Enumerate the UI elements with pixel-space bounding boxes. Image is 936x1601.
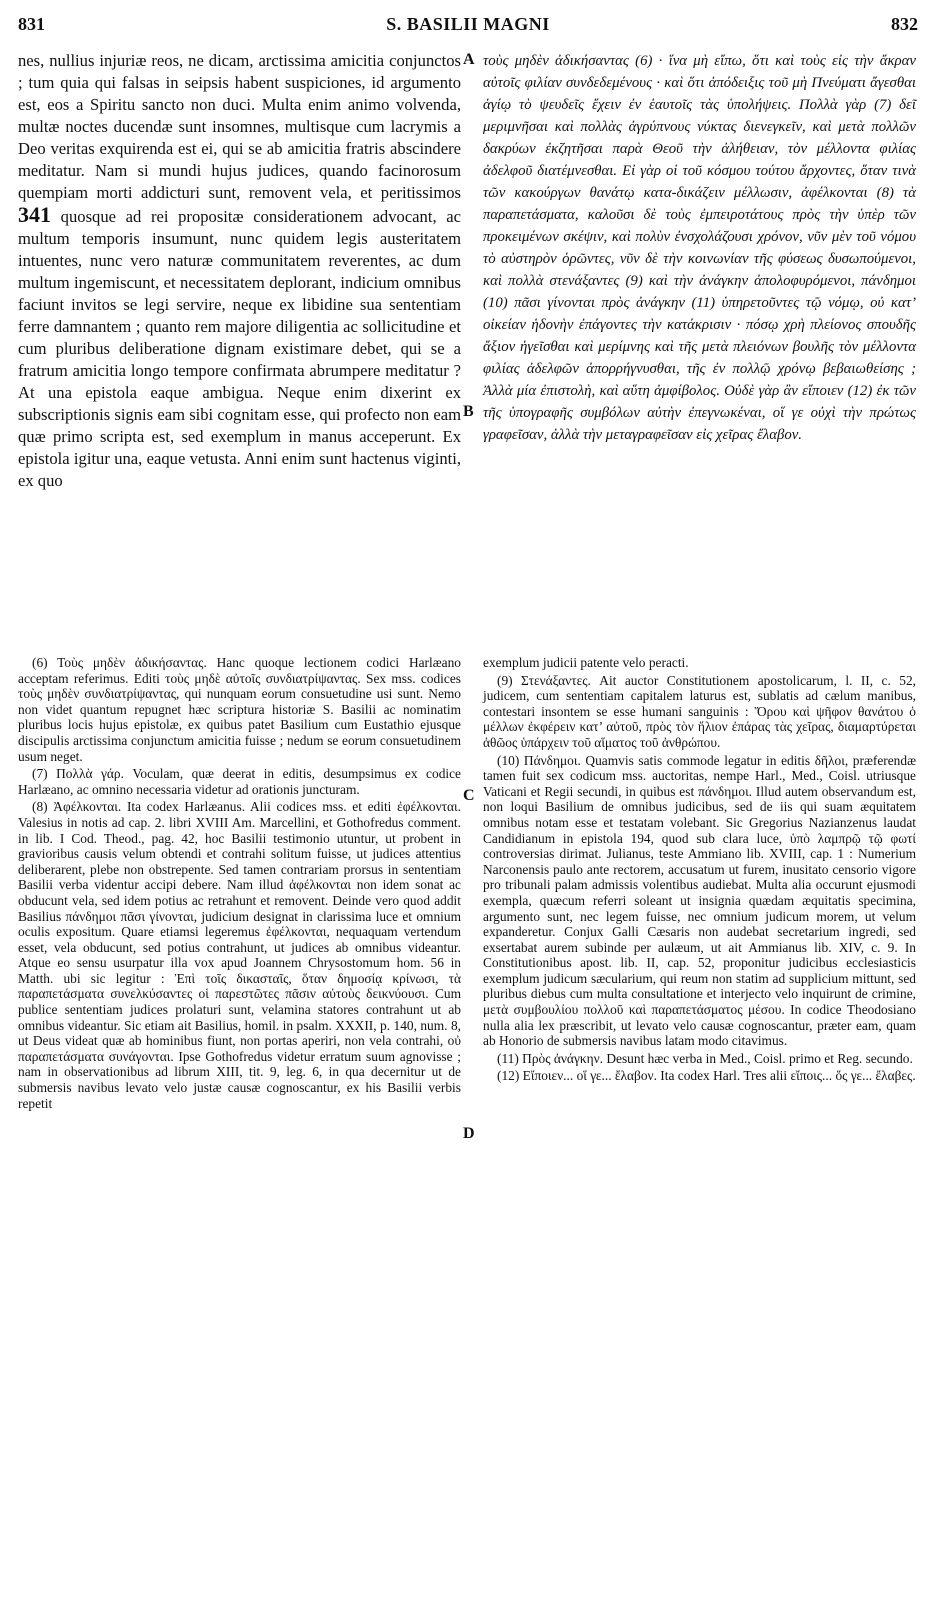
latin-text-part-1: nes, nullius injuriæ reos, ne dicam, arctissima amicitia conjunctos ; tum quia qui falsas in seipsis habent suspiciones, id argumento est, eos a Spiritu sancto non duci. Multa enim animo volvenda, multæ noctes ducendæ sunt insomnes, multisque cum lacrymis a Deo veritas exquirenda est ei, qui se ab amicitia fratris abscindere meditatur. Nam si mundi hujus judices, quando facinorosum quempiam morti addicturi sunt, removent vela, et peritissimos: [18, 51, 461, 202]
footnote-8: (8) Ἀφέλκονται. Ita codex Harlæanus. Alii codices mss. et editi ἐφέλκονται. Valesius in notis ad cap. 2. libri XVIII Am. Marcellini, et Gothofredus comment. in lib. I Cod. Theod., pag. 42, hoc Basilii testimonio utuntur, ut probent in gravioribus causis velum obtendi et contrahi solitum fuisse, ut judices attentius deliberarent, plebe non obstrepente. Sed tamen contrariam prorsus in sententiam Basilii verba videntur accipi debere. Nam illud ἀφέλκονται non idem sonat ac obducunt vela, sed idem potius ac retrahunt et removent. Deinde vero quod addit Basilius πάνδημοι πᾶσι γίνονται, judicium designat in clarissima luce et omnium oculis expositum. Quare etiamsi legeremus ἐφέλκονται, nequaquam vertendum esset, vela obducunt, sed potius contrahunt, ut judices ab omnibus videantur. Atque eo sensu usurpatur illa vox apud Joannem Chrysostomum hom. 56 in Matth. ubi sic legitur : Ἐπὶ τοῖς δικασταῖς, ὅταν δημοσίᾳ κρίνωσι, τὰ παραπετάσματα συνελκύσαντες οἱ παρεστῶτες πᾶσιν αὐτοὺς δεικνύουσι. Cum publice sententiam judices prolaturi sunt, velamina statores contrahunt ut ab omnibus videantur. Sic etiam ait Basilius, homil. in psalm. XXXII, p. 140, num. 8, ut Deus videat quæ ab hominibus fiunt, non portas aperiri, non vela contrahi, οὐ παραπετάσματα συνάγονται. Ipse Gothofredus videtur erratum suum agnovisse ; nam in observationibus ad librum XIII, tit. 9, leg. 6, in qua decernitur ut de submersis navibus levato velo justæ causæ cognoscantur, ex his Basilii verbis repetit: [18, 799, 461, 1111]
main-text-latin: [18, 50, 461, 492]
column-number: 341: [18, 202, 51, 227]
main-text-greek: [483, 50, 916, 446]
footnotes-left: [18, 655, 461, 1113]
page-header: [18, 14, 918, 42]
footnotes-right: [483, 655, 916, 1086]
page-number-right: 832: [891, 14, 918, 34]
footnote-9: (9) Στενάξαντες. Ait auctor Constitutionem apostolicarum, l. II, c. 52, judicem, cum sententiam capitalem laturus est, sublatis ad cælum manibus, contestari insontem se esse humani sanguinis : Ὅρου καὶ ψῆφον θανάτου ὁ μέλλων ἐκφέρειν κατ’ αὐτοῦ, πρὸς τὸν ἥλιον ἐπάρας τὰς χεῖρας, διαμαρτύρεται ἀθῶος ὑπάρχειν τοῦ αἵματος τοῦ ἀνθρώπου.: [483, 672, 916, 750]
margin-marker-d: D: [463, 1125, 475, 1142]
page-number-left: 831: [18, 14, 45, 34]
greek-text: τοὺς μηδὲν ἀδικήσαντας (6) · ἵνα μὴ εἴπω, ὅτι καὶ τοὺς εἰς τὴν ἄκραν αὐτοῖς φιλίαν συνδεδεμένους · καὶ ὅτι ἀπόδειξις τοῦ μὴ Πνεύματι ἄγεσθαι ἁγίῳ τὸ ψευδεῖς ἔχειν ἐν ἑαυτοῖς τὰς ὑπολήψεις. Πολλὰ γὰρ (7) δεῖ μεριμνῆσαι καὶ πολλὰς ἀγρύπνους νύκτας διενεγκεῖν, καὶ μετὰ πολλῶν δακρύων ἐκζητῆσαι παρὰ Θεοῦ τὴν ἀλήθειαν, τὸν μέλλοντα φιλίας ἀδελφοῦ διατέμνεσθαι. Εἰ γὰρ οἱ τοῦ κόσμου τούτου ἄρχοντες, ὅταν τινὰ τῶν κακούργων θανάτῳ κατα-δικάζειν μέλλωσιν, ἀφέλκονται (8) τὰ παραπετάσματα, καλοῦσι δὲ τοὺς ἐμπειροτάτους πρὸς τὴν ὑπὲρ τῶν προκειμένων σκέψιν, καὶ πολὺν ἐνσχολάζουσι χρόνον, νῦν μὲν τοῦ νόμου τὸ αὐστηρὸν ὁρῶντες, νῦν δὲ τὴν κοινωνίαν τῆς φύσεως δυσωπούμενοι, καὶ πολλὰ στενάξαντες (9) καὶ τὴν ἀνάγκην ἀπολοφυρόμενοι, πάνδημοι (10) πᾶσι γίνονται πρὸς ἀνάγκην (11) ὑπηρετοῦντες τῷ νόμῳ, οὐ κατ’ οἰκείαν ἡδονὴν ἐπάγοντες τὴν κατάκρισιν · πόσῳ χρὴ πλείονος σπουδῆς ἄξιον ἡγεῖσθαι καὶ μερίμνης καὶ τῆς μετὰ πλειόνων βουλῆς τὸν μέλλοντα φιλίας ἀδελφῶν ἀπορρήγνυσθαι, τῆς ἐν πολλῷ χρόνῳ βεβαιωθείσης ; Ἀλλὰ μία ἐπιστολὴ, καὶ αὕτη ἀμφίβολος. Οὐδὲ γὰρ ἂν εἴποιεν (12) ἐκ τῶν τῆς ὑπογραφῆς συμβόλων αὐτὴν ἐπεγνωκέναι, οἵ γε οὐχὶ τὴν πρώτως γραφεῖσαν, ἀλλὰ τὴν μεταγραφεῖσαν εἰς χεῖρας ἔλαβον.: [483, 53, 916, 443]
margin-marker-c: C: [463, 787, 475, 804]
footnote-7: (7) Πολλὰ γάρ. Voculam, quæ deerat in editis, desumpsimus ex codice Harlæano, ac omnino necessaria videtur ad orationis juncturam.: [18, 766, 461, 797]
footnote-10: (10) Πάνδημοι. Quamvis satis commode legatur in editis δῆλοι, præferendæ tamen fuit sex codicum mss. auctoritas, nempe Harl., Med., Coisl. utriusque Vaticani et Regii secundi, in quibus est πάνδημοι. Illud autem observandum est, non loqui Basilium de omnibus judicibus, sed de iis qui suam æquitatem omnibus notam esse et testatam volebant. Sic Gregorius Nazianzenus laudat Candidianum in epistola 194, quod sub clara luce, ὑπὸ λαμπρῷ τῷ φωτί controversias dirimat. Julianus, teste Ammiano lib. XVIII, cap. 1 : Numerium Narconensis paulo ante rectorem, accusatum ut furem, inusitato censorio vigore pro tribunali palam admissis volentibus audiebat. Multa alia occurunt ejusmodi exempla, quæcum referri soleant ut insignia quædam æquitatis specimina, argumento sunt, nec legem fuisse, nec omnium judicum morem, ut velum expanderetur. Conjux Galli Cæsaris non audebat secretarium ingredi, sed exsertabat aurem subinde per aulæum, ut ait Ammianus lib. XIV, c. 9. In Constitutionibus apost. lib. II, cap. 52, proponitur judicibus ecclesiasticis exemplum judicum sæcularium, qui reum non statim ad supplicium mittunt, sed pluribus diebus cum multa consultatione et interjecto velo inquirunt de crimine, μετὰ συμβουλίου πολλοῦ καὶ παραπετάσματος μέσου. In codice Theodosiano nulla alia lex præscribit, ut levato velo causæ cognoscantur, præter eam, quam ab Honorio de submersis navibus latam modo citavimus.: [483, 752, 916, 1049]
footnote-6: (6) Τοὺς μηδὲν ἀδικήσαντας. Hanc quoque lectionem codici Harlæano acceptam referimus. Editi τοὺς μηδὲ αὐτοῖς συνδιατρίψαντας. Sex mss. codices τοὺς μηδὲν συνδιατρίψαντας, qui nunquam eorum consuetudine usi sunt. Nemo non videt quantum repugnet hæc scriptura historiæ S. Basilii ac nominatim pluribus locis hujus epistolæ, ex quibus patet Basilium cum Eustathio ejusque discipulis arctissima conjunctum amicitia fuisse ; nedum se eorum consuetudinem usum neget.: [18, 655, 461, 764]
running-title: S. BASILII MAGNI: [386, 14, 550, 34]
margin-marker-b: B: [463, 403, 474, 420]
footnote-11: (11) Πρὸς ἀνάγκην. Desunt hæc verba in Med., Coisl. primo et Reg. secundo.: [497, 1050, 913, 1066]
footnote-12: (12) Εἴποιεν... οἵ γε... ἔλαβον. Ita codex Harl. Tres alii εἴποις... ὅς γε... ἔλαβες.: [497, 1068, 916, 1084]
footnote-8-continued: exemplum judicii patente velo peracti.: [483, 655, 689, 670]
latin-text-part-2: quosque ad rei propositæ considerationem advocant, ac multum temporis insumunt, nunc quidem legis austeritatem intuentes, nunc vero naturæ communitatem reverentes, ac dum multum ingemiscunt, et necessitatem deplorant, indicium omnibus faciunt invitos se legi servire, neque ex libidine sua sententiam ferre damnantem ; quanto rem majore diligentia ac sollicitudine et cum pluribus deliberatione dignam existimare debet, qui se a fratrum amicitia longo tempore confirmata abrumpere meditatur ? At una epistola eaque ambigua. Neque enim dixerint ex subscriptionis signis eam sibi cognitam esse, qui profecto non eam quæ primo scripta est, sed exemplum in manus acceperunt. Ex epistola igitur una, eaque vetusta. Anni enim sunt hactenus viginti, ex quo: [18, 207, 461, 490]
margin-marker-a: A: [463, 51, 475, 68]
